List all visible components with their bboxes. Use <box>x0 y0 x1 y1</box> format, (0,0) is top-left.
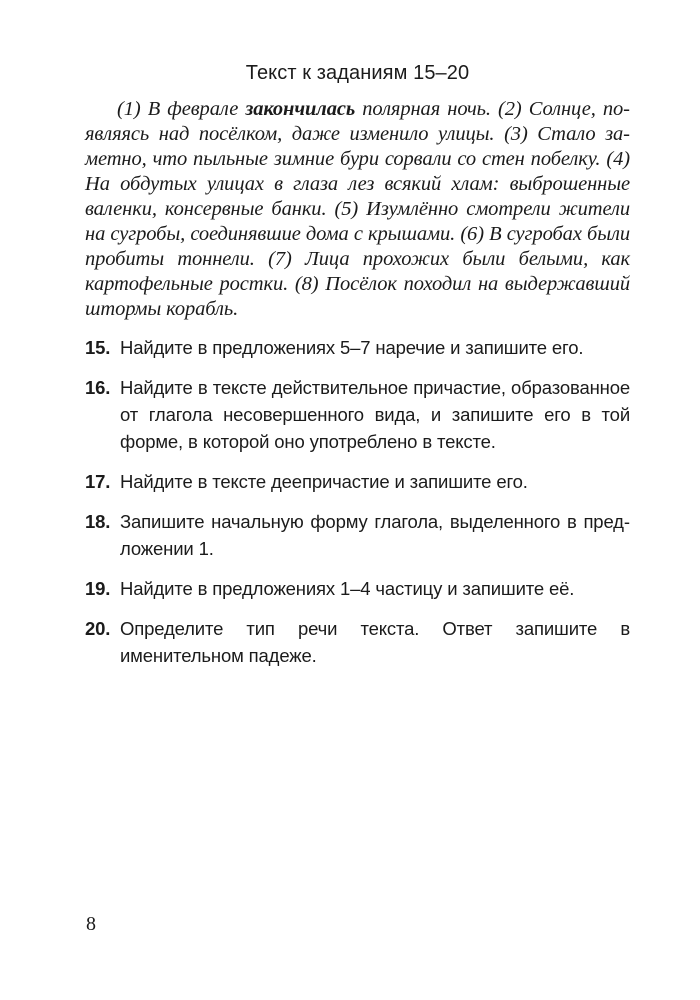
task-text: Найдите в тексте действительное причастие, образованное от глагола несовершенного вида, и запишите его в той форме, в которой оно употреблено в тексте. <box>120 377 630 452</box>
task-number: 16. <box>85 377 111 398</box>
passage-text: полярная ночь. (2) Солнце, появляясь над посёлком, даже изменило улицы. (3) Стало заметно, что пыльные зимние бури сорвали со стен побелку. (4) На обдутых улицах в глаза лез всякий хлам: выброшенные валенки, консервные банки. (5) Изумлённо смотрели жители на сугробы, соединявшие дома с крышами. (6) В сугробах были пробиты тоннели. (7) Лица прохожих были белыми, как картофельные ростки. (8) Посёлок походил на выдержавший штормы корабль. <box>85 98 630 320</box>
page-number: 8 <box>86 913 96 935</box>
task-item <box>85 334 630 361</box>
task-number: 17. <box>85 471 111 492</box>
task-item <box>85 508 630 562</box>
task-item <box>85 575 630 602</box>
task-item <box>85 468 630 495</box>
passage-bold-word: закончилась <box>245 98 356 120</box>
task-number: 18. <box>85 511 111 532</box>
task-item <box>85 374 630 455</box>
page-title: Текст к заданиям 15–20 <box>245 62 470 84</box>
task-text: Найдите в предложениях 5–7 наречие и запишите его. <box>120 337 584 358</box>
task-number: 20. <box>85 618 111 639</box>
task-number: 19. <box>85 578 111 599</box>
task-text: Запишите начальную форму глагола, выделенного в предложении 1. <box>120 511 630 559</box>
task-text: Найдите в предложениях 1–4 частицу и запишите её. <box>120 578 575 599</box>
task-text: Найдите в тексте деепричастие и запишите его. <box>120 471 528 492</box>
passage <box>85 97 630 322</box>
task-list <box>85 334 630 669</box>
task-text: Определите тип речи текста. Ответ запишите в именительном падеже. <box>120 618 630 666</box>
task-number: 15. <box>85 337 111 358</box>
passage-text: (1) В феврале <box>117 98 246 120</box>
task-item <box>85 615 630 669</box>
